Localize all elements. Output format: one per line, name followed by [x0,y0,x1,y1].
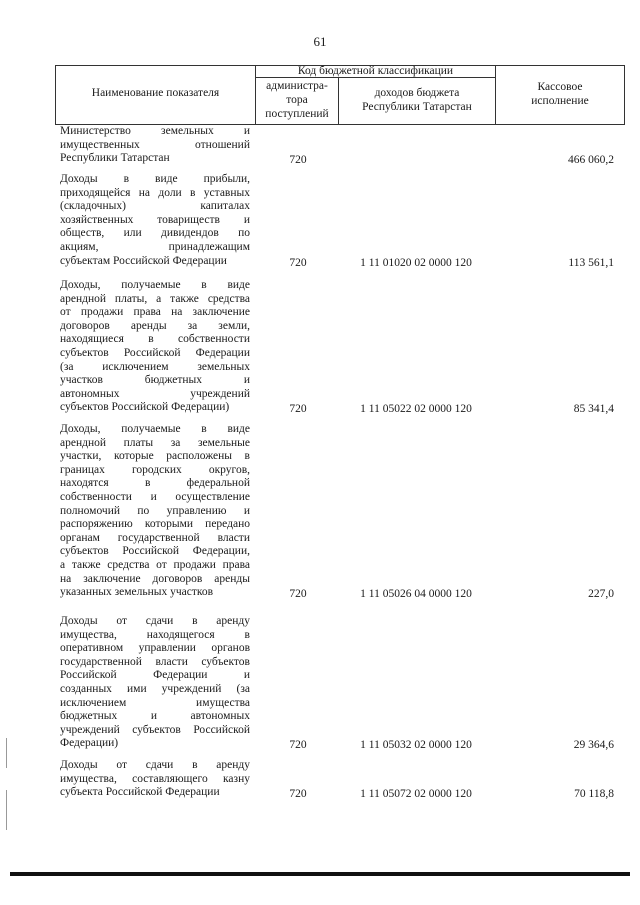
row-name: Доходы, получаемые в виде арендной платы, а также средства от продажи права на заключение договоров аренды за земли, находящиеся в собственности субъектов Российской Федерации (за исключением земельных участков бюджетных и автономных учреждений субъектов Российской Федерации) [60,279,250,414]
row-income-code: 1 11 05072 02 0000 120 [360,788,472,801]
row-amount: 85 341,4 [573,403,614,416]
row-name: Доходы от сдачи в аренду имущества, находящегося в оперативном управлении органов государственной власти субъектов Российской Федерации и созданных ими учреждений (за исключением имущества бюджетных и автономных учреждений субъектов Российской Федерации) [60,615,250,750]
row-amount: 29 364,6 [573,739,614,752]
row-name: Доходы в виде прибыли, приходящейся на доли в уставных (складочных) капиталах хозяйственных товариществ и обществ, или дивидендов по акциям, принадлежащим субъектам Российской Федерации [60,173,250,267]
row-name: Доходы от сдачи в аренду имущества, составляющего казну субъекта Российской Федерации [60,759,250,799]
row-amount: 113 561,1 [568,256,614,269]
row-admin-code: 720 [289,154,307,167]
row-amount: 70 118,8 [574,788,614,801]
row-income-code: 1 11 05022 02 0000 120 [360,403,472,416]
scan-mark [6,790,7,830]
header-admin: администра- тора поступлений [265,80,329,120]
header-budget-classification: Код бюджетной классификации [297,65,454,77]
page-number: 61 [313,34,327,49]
row-admin-code: 720 [289,588,307,601]
scan-mark [6,738,7,768]
row-amount: 227,0 [588,588,614,601]
header-cash-execution: Кассовое исполнение [531,81,589,107]
row-admin-code: 720 [289,739,307,752]
row-income-code: 1 11 05026 04 0000 120 [360,588,472,601]
row-admin-code: 720 [289,256,307,269]
row-admin-code: 720 [289,788,307,801]
row-name: Министерство земельных и имущественных отношений Республики Татарстан [60,125,250,165]
row-income-code: 1 11 01020 02 0000 120 [360,256,472,269]
row-income-code: 1 11 05032 02 0000 120 [360,739,472,752]
header-name: Наименование показателя [91,87,220,99]
scan-border [10,872,630,876]
header-income: доходов бюджета Республики Татарстан [362,87,472,113]
row-admin-code: 720 [289,403,307,416]
row-amount: 466 060,2 [568,154,614,167]
row-name: Доходы, получаемые в виде арендной платы за земельные участки, которые расположены в границах городских округов, находятся в федеральной собственности и осуществление полномочий по управлению и распоряжению которыми передано органам государственной власти субъектов Российской Федерации, а также средства от продажи права на заключение договоров аренды указанных земельных участков [60,423,250,599]
